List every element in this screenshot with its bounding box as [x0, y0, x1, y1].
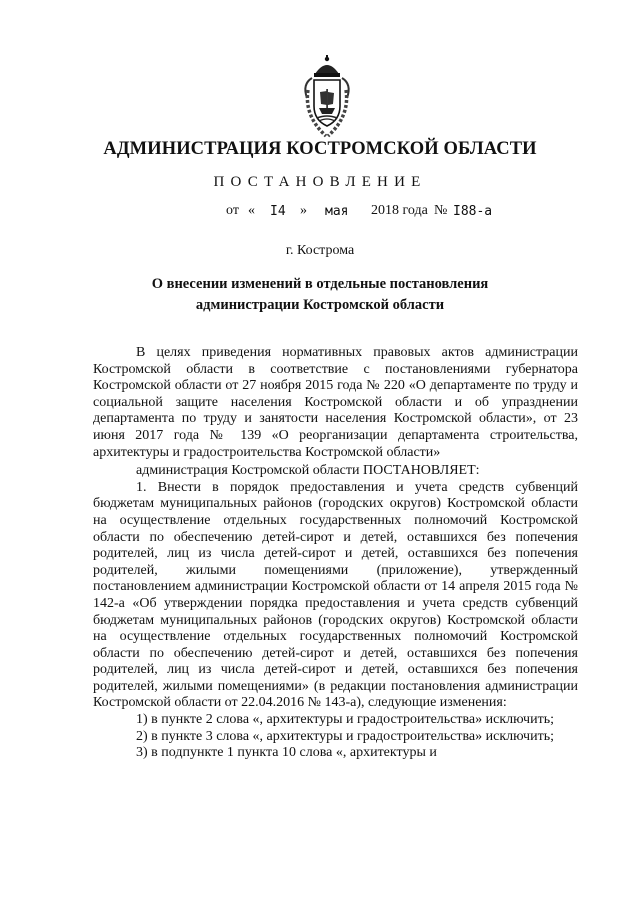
date-prefix: от	[226, 203, 239, 218]
subclause-2-paragraph: 2) в пункте 3 слова «, архитектуры и градостроительства» исключить;	[136, 728, 554, 744]
resolution-paragraph: администрация Костромской области ПОСТАНОВЛЯЕТ:	[136, 463, 480, 479]
document-body	[93, 345, 578, 762]
organization-title: АДМИНИСТРАЦИЯ КОСТРОМСКОЙ ОБЛАСТИ	[103, 139, 537, 159]
date-month: мая	[325, 204, 349, 219]
clause-1-paragraph: 1. Внести в порядок предоставления и учета средств субвенций бюджетам муниципальных районов (городских округов) Костромской области на осуществление отдельных государственных полномочий Костромской области по обеспечению детей-сирот и детей, оставшихся без попечения родителей, лиц из числа детей-сирот и детей, оставшихся без попечения родителей, жилыми помещениями (приложение), утвержденный постановлением администрации Костромской области от 14 апреля 2015 года № 142-а «Об утверждении порядка предоставления и учета средств субвенций бюджетам муниципальных районов (городских округов) Костромской области на осуществление отдельных государственных полномочий Костромской области по обеспечению детей-сирот и детей, оставшихся без попечения родителей, лиц из числа детей-сирот и детей, оставшихся без попечения родителей, жилыми помещениями» (в редакции постановления администрации Костромской области от 22.04.2016 № 143-а), следующие изменения:	[93, 479, 578, 711]
subclause-3-paragraph: 3) в подпункте 1 пункта 10 слова «, архитектуры и	[136, 745, 437, 761]
date-open-quote: «	[248, 203, 255, 218]
date-day: I4	[270, 204, 286, 219]
coat-of-arms-icon	[298, 54, 356, 140]
preamble-paragraph: В целях приведения нормативных правовых актов администрации Костромской области в соответствие с постановлениями губернатора Костромской области от 27 ноября 2015 года № 220 «О департаменте по труду и социальной защите населения Костромской области и об упразднении департамента по труду и занятости населения Костромской области», от 23 июня 2017 года № 139 «О реорганизации департамента строительства, архитектуры и градостроительства Костромской области»	[93, 345, 578, 460]
date-year: 2018 года	[371, 203, 428, 218]
number-label: №	[434, 203, 448, 218]
document-type: ПОСТАНОВЛЕНИЕ	[213, 174, 427, 190]
date-close-quote: »	[300, 203, 307, 218]
document-subject: О внесении изменений в отдельные постановления администрации Костромской области	[151, 276, 489, 313]
city-line: г. Кострома	[285, 243, 355, 258]
subclause-1-paragraph: 1) в пункте 2 слова «, архитектуры и градостроительства» исключить;	[136, 712, 554, 728]
document-number: I88-а	[453, 204, 493, 219]
